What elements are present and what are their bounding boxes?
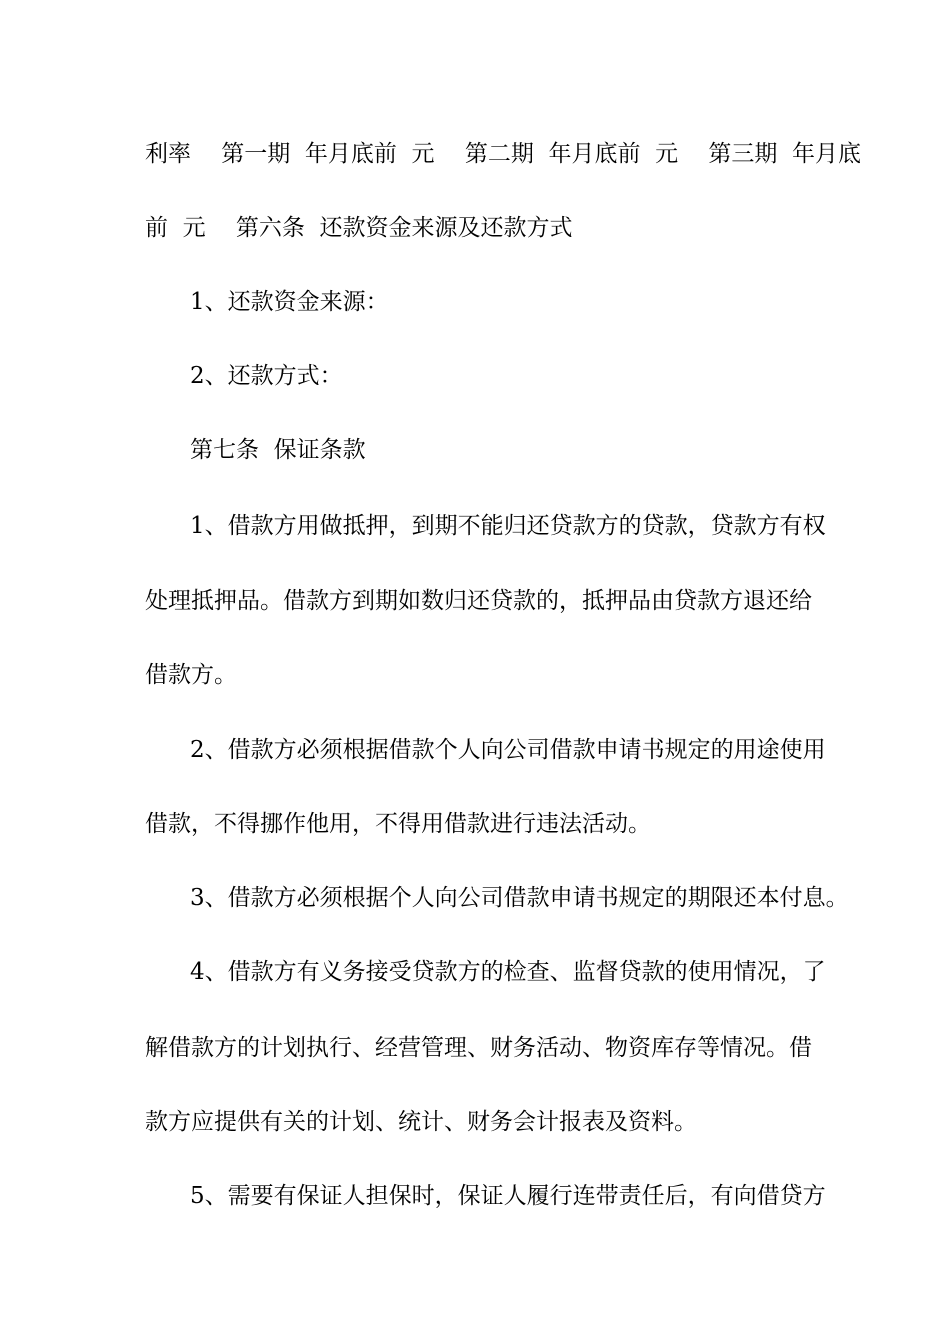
text-line: 利率 第一期 年月底前 元 第二期 年月底前 元 第三期 年月底 <box>145 141 862 167</box>
text-line: 5、需要有保证人担保时，保证人履行连带责任后，有向借贷方 <box>190 1183 826 1209</box>
text-line: 2、借款方必须根据借款个人向公司借款申请书规定的用途使用 <box>190 737 826 763</box>
text-line: 解借款方的计划执行、经营管理、财务活动、物资库存等情况。借 <box>145 1035 812 1061</box>
text-line: 处理抵押品。借款方到期如数归还贷款的，抵押品由贷款方退还给 <box>145 588 812 614</box>
text-line: 3、借款方必须根据个人向公司借款申请书规定的期限还本付息。 <box>190 885 849 911</box>
text-line: 前 元 第六条 还款资金来源及还款方式 <box>145 215 573 241</box>
text-line: 借款，不得挪作他用，不得用借款进行违法活动。 <box>145 811 651 837</box>
text-line: 借款方。 <box>145 662 237 688</box>
text-line: 款方应提供有关的计划、统计、财务会计报表及资料。 <box>145 1109 697 1135</box>
text-line: 2、还款方式： <box>190 363 343 389</box>
section-heading: 第七条 保证条款 <box>190 437 366 463</box>
text-line: 4、借款方有义务接受贷款方的检查、监督贷款的使用情况，了 <box>190 959 826 985</box>
text-line: 1、还款资金来源： <box>190 289 389 315</box>
text-line: 1、借款方用做抵押，到期不能归还贷款方的贷款，贷款方有权 <box>190 513 826 539</box>
